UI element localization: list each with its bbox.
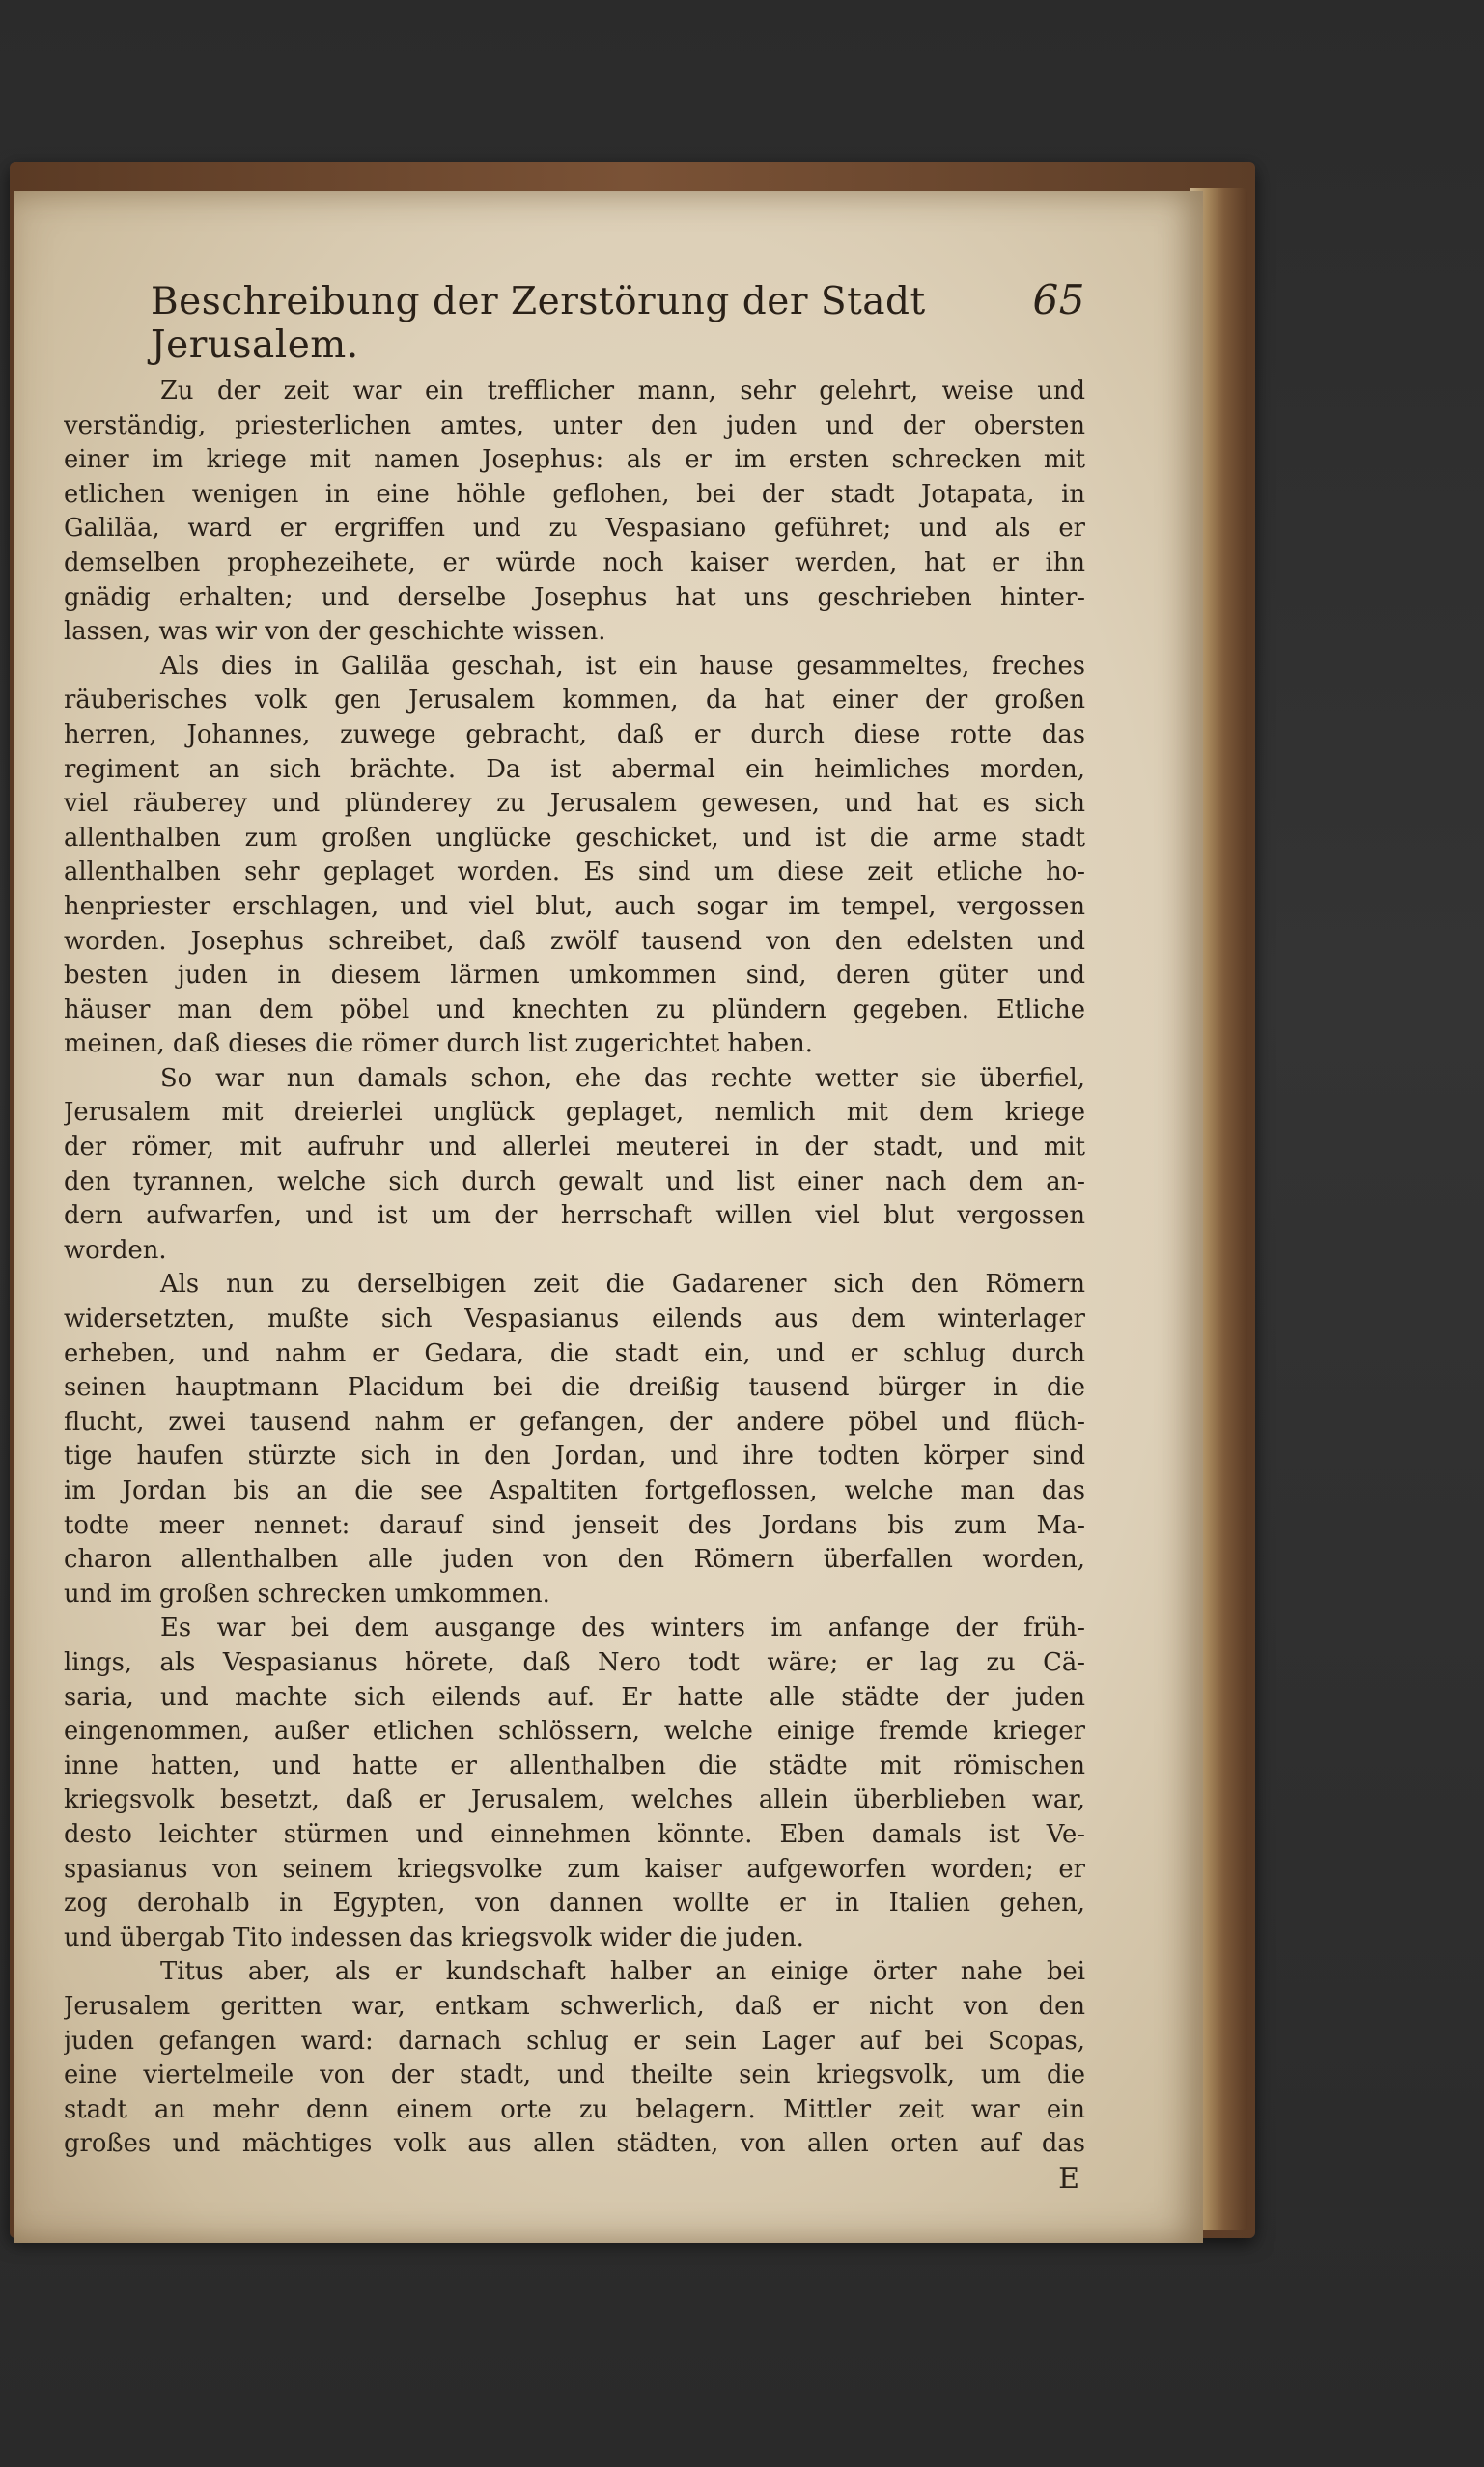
- text-line: Jerusalem geritten war, entkam schwerlich, daß er nicht von den: [64, 1991, 1085, 2021]
- text-line: und übergab Tito indessen das kriegsvolk wider die juden.: [64, 1922, 804, 1952]
- text-line: zog derohalb in Egypten, von dannen wollte er in Italien gehen,: [64, 1889, 1085, 1919]
- text-line: inne hatten, und hatte er allenthalben die städte mit römischen: [64, 1751, 1085, 1780]
- text-line: allenthalben zum großen unglücke geschicket, und ist die arme stadt: [64, 823, 1085, 853]
- text-line: erheben, und nahm er Gedara, die stadt ein, und er schlug durch: [64, 1338, 1085, 1368]
- text-line: dern aufwarfen, und ist um der herrschaft willen viel blut vergossen: [64, 1201, 1085, 1231]
- running-header: [64, 276, 1085, 367]
- text-line: eine viertelmeile von der stadt, und theilte sein kriegsvolk, um die: [64, 2061, 1085, 2090]
- text-line: saria, und machte sich eilends auf. Er hatte alle städte der juden: [64, 1682, 1085, 1712]
- text-line: einer im kriege mit namen Josephus: als er im ersten schrecken mit: [64, 445, 1085, 475]
- signature-mark: E: [1058, 2161, 1079, 2196]
- text-line: stadt an mehr denn einem orte zu belagern. Mittler zeit war ein: [64, 2094, 1085, 2124]
- text-line: im Jordan bis an die see Aspaltiten fortgeflossen, welche man das: [64, 1476, 1085, 1505]
- book-page: [14, 191, 1203, 2243]
- text-line: Zu der zeit war ein trefflicher mann, sehr gelehrt, weise und: [160, 377, 1085, 406]
- text-line: demselben prophezeihete, er würde noch kaiser werden, hat er ihn: [64, 547, 1085, 577]
- text-line: charon allenthalben alle juden von den Römern überfallen worden,: [64, 1545, 1085, 1575]
- text-line: viel räuberey und plünderey zu Jerusalem gewesen, und hat es sich: [64, 789, 1085, 819]
- text-line: allenthalben sehr geplaget worden. Es sind um diese zeit etliche ho-: [64, 857, 1085, 887]
- text-line: So war nun damals schon, ehe das rechte wetter sie überfiel,: [160, 1063, 1085, 1093]
- text-line: regiment an sich brächte. Da ist abermal ein heimliches morden,: [64, 754, 1085, 784]
- text-line: lassen, was wir von der geschichte wissen.: [64, 617, 606, 647]
- text-line: Galiläa, ward er ergriffen und zu Vespasiano geführet; und als er: [64, 514, 1085, 544]
- text-line: worden. Josephus schreibet, daß zwölf tausend von den edelsten und: [64, 926, 1085, 956]
- text-line: der römer, mit aufruhr und allerlei meuterei in der stadt, und mit: [64, 1133, 1085, 1163]
- text-line: großes und mächtiges volk aus allen städten, von allen orten auf das: [64, 2129, 1085, 2159]
- text-line: seinen hauptmann Placidum bei die dreißig tausend bürger in die: [64, 1373, 1085, 1403]
- text-line: tige haufen stürzte sich in den Jordan, und ihre todten körper sind: [64, 1442, 1085, 1472]
- page-text-block: [64, 276, 1085, 2197]
- text-line: den tyrannen, welche sich durch gewalt und list einer nach dem an-: [64, 1166, 1085, 1196]
- text-line: Als nun zu derselbigen zeit die Gadarener sich den Römern: [160, 1270, 1085, 1300]
- text-line: häuser man dem pöbel und knechten zu plündern gegeben. Etliche: [64, 995, 1085, 1024]
- text-line: Als dies in Galiläa geschah, ist ein hause gesammeltes, freches: [160, 651, 1085, 681]
- text-line: henpriester erschlagen, und viel blut, auch sogar im tempel, vergossen: [64, 891, 1085, 921]
- text-line: lings, als Vespasianus hörete, daß Nero todt wäre; er lag zu Cä-: [64, 1647, 1085, 1677]
- text-line: etlichen wenigen in eine höhle geflohen, bei der stadt Jotapata, in: [64, 479, 1085, 509]
- text-line: juden gefangen ward: darnach schlug er sein Lager auf bei Scopas,: [64, 2026, 1085, 2056]
- text-line: gnädig erhalten; und derselbe Josephus hat uns geschrieben hinter-: [64, 582, 1085, 612]
- text-line: besten juden in diesem lärmen umkommen sind, deren güter und: [64, 961, 1085, 991]
- text-line: todte meer nennet: darauf sind jenseit des Jordans bis zum Ma-: [64, 1510, 1085, 1540]
- text-line: räuberisches volk gen Jerusalem kommen, da hat einer der großen: [64, 686, 1085, 715]
- body-text: [64, 375, 1085, 2162]
- text-line: widersetzten, mußte sich Vespasianus eilends aus dem winterlager: [64, 1304, 1085, 1334]
- text-line: herren, Johannes, zuwege gebracht, daß er durch diese rotte das: [64, 719, 1085, 749]
- text-line: Jerusalem mit dreierlei unglück geplaget, nemlich mit dem kriege: [64, 1098, 1085, 1128]
- running-title: Beschreibung der Zerstörung der Stadt Jerusalem.: [151, 280, 926, 367]
- text-line: desto leichter stürmen und einnehmen könnte. Eben damals ist Ve-: [64, 1819, 1085, 1849]
- page-number: 65: [1032, 276, 1085, 323]
- text-line: worden.: [64, 1235, 167, 1265]
- text-line: kriegsvolk besetzt, daß er Jerusalem, welches allein überblieben war,: [64, 1785, 1085, 1815]
- text-line: und im großen schrecken umkommen.: [64, 1579, 550, 1609]
- text-line: Es war bei dem ausgange des winters im anfange der früh-: [160, 1613, 1085, 1643]
- text-line: eingenommen, außer etlichen schlössern, welche einige fremde krieger: [64, 1717, 1085, 1747]
- text-line: flucht, zwei tausend nahm er gefangen, der andere pöbel und flüch-: [64, 1407, 1085, 1437]
- text-line: spasianus von seinem kriegsvolke zum kaiser aufgeworfen worden; er: [64, 1854, 1085, 1884]
- text-line: verständig, priesterlichen amtes, unter den juden und der obersten: [64, 410, 1085, 440]
- text-line: Titus aber, als er kundschaft halber an einige örter nahe bei: [160, 1957, 1085, 1987]
- text-line: meinen, daß dieses die römer durch list zugerichtet haben.: [64, 1029, 813, 1059]
